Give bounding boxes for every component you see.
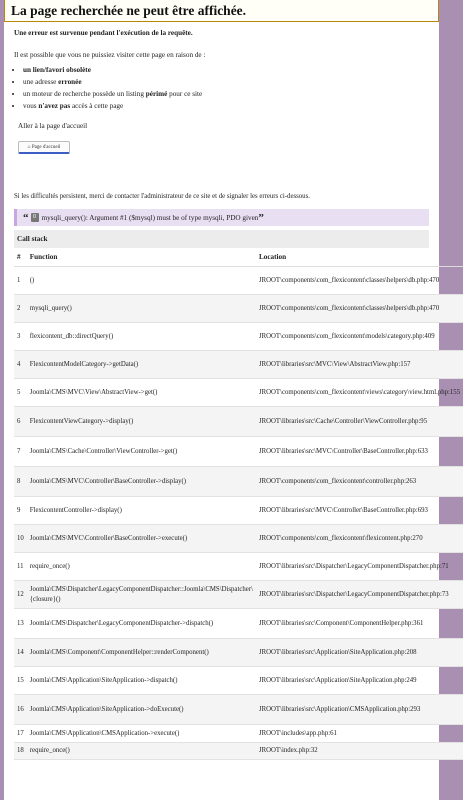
stack-location: JROOT\libraries\src\Application\CMSApplication.php:293 bbox=[256, 695, 463, 725]
contact-text: Si les difficultés persistent, merci de contacter l'administrateur de ce site et de signaler les erreurs ci-dessous. bbox=[14, 193, 310, 200]
home-link-text: Aller à la page d'accueil bbox=[18, 122, 88, 130]
stack-num: 11 bbox=[14, 553, 27, 581]
stack-location: JROOT\libraries\src\MVC\Controller\BaseController.php:693 bbox=[256, 497, 463, 525]
stack-location: JROOT\libraries\src\Cache\Controller\ViewController.php:95 bbox=[256, 407, 463, 437]
stack-function: Joomla\CMS\MVC\View\AbstractView->get() bbox=[27, 379, 256, 407]
stack-num: 2 bbox=[14, 295, 27, 323]
table-row bbox=[14, 267, 463, 295]
stack-location: JROOT\components\com_flexicontent\controller.php:263 bbox=[256, 467, 463, 497]
table-row bbox=[14, 295, 463, 323]
stack-function: FlexicontentController->display() bbox=[27, 497, 256, 525]
col-function: Function bbox=[27, 248, 256, 267]
table-row bbox=[14, 525, 463, 553]
stack-num: 16 bbox=[14, 695, 27, 725]
error-page bbox=[4, 0, 461, 800]
stack-function: Joomla\CMS\Application\CMSApplication->execute() bbox=[27, 725, 256, 743]
stack-function: FlexicontentModelCategory->getData() bbox=[27, 351, 256, 379]
table-header-row bbox=[14, 248, 463, 267]
stack-num: 10 bbox=[14, 525, 27, 553]
table-row bbox=[14, 725, 463, 743]
reason-bold: erronée bbox=[58, 78, 82, 86]
table-row bbox=[14, 351, 463, 379]
stack-num: 18 bbox=[14, 743, 27, 760]
stack-function: () bbox=[27, 267, 256, 295]
stack-location: JROOT\libraries\src\Application\SiteApplication.php:249 bbox=[256, 667, 463, 695]
open-quote-icon: “ bbox=[23, 211, 29, 224]
stack-location: JROOT\components\com_flexicontent\flexicontent.php:270 bbox=[256, 525, 463, 553]
table-row bbox=[14, 581, 463, 609]
table-row bbox=[14, 497, 463, 525]
reason-bold: n'avez pas bbox=[38, 102, 71, 110]
stack-function: require_once() bbox=[27, 553, 256, 581]
table-row bbox=[14, 639, 463, 667]
table-row bbox=[14, 609, 463, 639]
stack-location: JROOT\components\com_flexicontent\views\category\view.html.php:155 bbox=[256, 379, 463, 407]
stack-function: Joomla\CMS\Dispatcher\LegacyComponentDispatcher::Joomla\CMS\Dispatcher\{closure}() bbox=[27, 581, 256, 609]
error-heading: Une erreur est survenue pendant l'exécution de la requête. bbox=[14, 29, 193, 37]
call-stack-body bbox=[14, 267, 463, 760]
home-icon: ⌂ bbox=[27, 145, 31, 150]
error-content bbox=[4, 28, 461, 760]
reason-pre: un moteur de recherche possède un listing bbox=[23, 90, 146, 98]
stack-function: Joomla\CMS\Application\SiteApplication->dispatch() bbox=[27, 667, 256, 695]
error-alert bbox=[14, 209, 429, 226]
reason-item bbox=[23, 101, 429, 111]
table-row bbox=[14, 467, 463, 497]
col-num: # bbox=[14, 248, 27, 267]
intro-text: Il est possible que vous ne puissiez visiter cette page en raison de : bbox=[14, 51, 206, 59]
stack-num: 6 bbox=[14, 407, 27, 437]
table-row bbox=[14, 323, 463, 351]
stack-num: 12 bbox=[14, 581, 27, 609]
stack-num: 8 bbox=[14, 467, 27, 497]
col-location: Location bbox=[256, 248, 463, 267]
reason-pre: une adresse bbox=[23, 78, 59, 86]
error-code-badge: 0 bbox=[31, 213, 39, 222]
close-quote-icon: ” bbox=[258, 211, 264, 224]
table-row bbox=[14, 379, 463, 407]
stack-num: 5 bbox=[14, 379, 27, 407]
stack-function: Joomla\CMS\MVC\Controller\BaseController->execute() bbox=[27, 525, 256, 553]
reason-pre: vous bbox=[23, 102, 39, 110]
home-button-label: Page d'accueil bbox=[31, 145, 61, 150]
stack-num: 13 bbox=[14, 609, 27, 639]
table-row bbox=[14, 407, 463, 437]
stack-num: 15 bbox=[14, 667, 27, 695]
stack-location: JROOT\libraries\src\MVC\View\AbstractView.php:157 bbox=[256, 351, 463, 379]
reason-item bbox=[23, 89, 429, 99]
stack-location: JROOT\libraries\src\Dispatcher\LegacyComponentDispatcher.php:73 bbox=[256, 581, 463, 609]
stack-num: 3 bbox=[14, 323, 27, 351]
stack-function: Joomla\CMS\Dispatcher\LegacyComponentDispatcher->dispatch() bbox=[27, 609, 256, 639]
stack-num: 14 bbox=[14, 639, 27, 667]
stack-num: 1 bbox=[14, 267, 27, 295]
stack-function: Joomla\CMS\Application\SiteApplication->doExecute() bbox=[27, 695, 256, 725]
stack-function: FlexicontentViewCategory->display() bbox=[27, 407, 256, 437]
stack-function: require_once() bbox=[27, 743, 256, 760]
stack-location: JROOT\index.php:32 bbox=[256, 743, 463, 760]
stack-location: JROOT\libraries\src\MVC\Controller\BaseController.php:633 bbox=[256, 437, 463, 467]
table-row bbox=[14, 667, 463, 695]
stack-num: 7 bbox=[14, 437, 27, 467]
reason-bold: un lien/favori obsolète bbox=[23, 66, 91, 74]
stack-function: Joomla\CMS\MVC\Controller\BaseController->display() bbox=[27, 467, 256, 497]
stack-function: Joomla\CMS\Cache\Controller\ViewController->get() bbox=[27, 437, 256, 467]
stack-num: 9 bbox=[14, 497, 27, 525]
reason-rest: pour ce site bbox=[167, 90, 203, 98]
stack-function: flexicontent_db::directQuery() bbox=[27, 323, 256, 351]
reason-item bbox=[23, 65, 429, 75]
stack-num: 17 bbox=[14, 725, 27, 743]
table-row bbox=[14, 553, 463, 581]
table-row bbox=[14, 437, 463, 467]
stack-location: JROOT\libraries\src\Dispatcher\LegacyComponentDispatcher.php:71 bbox=[256, 553, 463, 581]
reasons-list bbox=[14, 65, 429, 111]
page-title: La page recherchée ne peut être affichée. bbox=[11, 3, 247, 18]
stack-location: JROOT\includes\app.php:61 bbox=[256, 725, 463, 743]
stack-function: mysqli_query() bbox=[27, 295, 256, 323]
table-row bbox=[14, 743, 463, 760]
stack-location: JROOT\components\com_flexicontent\classes\helpers\db.php:470 bbox=[256, 295, 463, 323]
reason-rest: accès à cette page bbox=[70, 102, 124, 110]
stack-num: 4 bbox=[14, 351, 27, 379]
call-stack-table bbox=[14, 248, 463, 760]
stack-location: JROOT\components\com_flexicontent\models\category.php:409 bbox=[256, 323, 463, 351]
stack-location: JROOT\libraries\src\Component\ComponentHelper.php:361 bbox=[256, 609, 463, 639]
stack-location: JROOT\components\com_flexicontent\classes\helpers\db.php:470 bbox=[256, 267, 463, 295]
reason-bold: périmé bbox=[145, 90, 168, 98]
home-button[interactable] bbox=[18, 141, 70, 154]
call-stack-heading: Call stack bbox=[14, 230, 429, 248]
table-row bbox=[14, 695, 463, 725]
error-message: mysqli_query(): Argument #1 ($mysql) must be of type mysqli, PDO given bbox=[41, 213, 259, 222]
stack-location: JROOT\libraries\src\Application\SiteApplication.php:208 bbox=[256, 639, 463, 667]
title-bar bbox=[4, 0, 439, 22]
reason-item bbox=[23, 77, 429, 87]
stack-function: Joomla\CMS\Component\ComponentHelper::renderComponent() bbox=[27, 639, 256, 667]
